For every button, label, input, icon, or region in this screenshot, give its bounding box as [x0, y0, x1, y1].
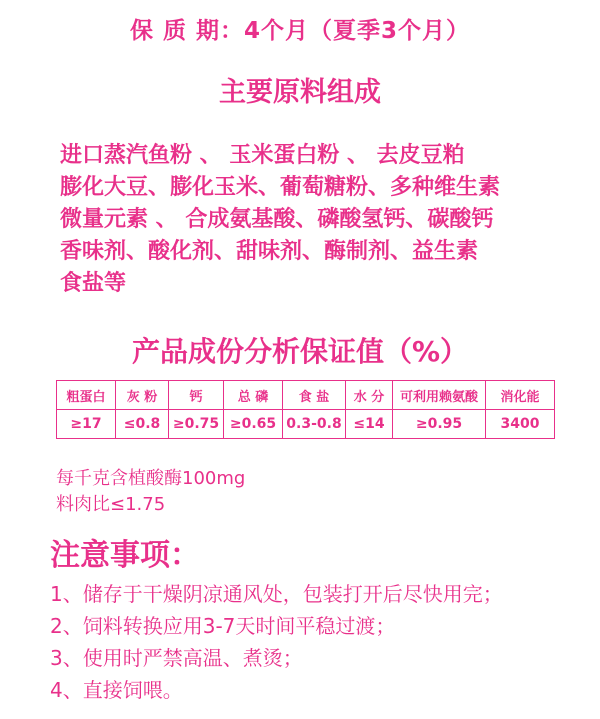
ingredients-line: 进口蒸汽鱼粉 、 玉米蛋白粉 、 去皮豆粕: [60, 143, 465, 168]
table-header-cell: 消化能: [486, 381, 555, 410]
table-cell: ≥0.95: [393, 410, 486, 439]
table-cell: ≥0.65: [224, 410, 283, 439]
table-cell: ≤0.8: [116, 410, 169, 439]
analysis-heading: 产品成份分析保证值（%）: [131, 335, 469, 368]
table-header-cell: 粗蛋白: [57, 381, 116, 410]
table-row: [57, 410, 555, 439]
caution-item: 4、直接饲喂。: [50, 678, 183, 702]
table-header-cell: 灰 粉: [116, 381, 169, 410]
table-cell: 0.3-0.8: [283, 410, 346, 439]
analysis-table-wrapper: [56, 380, 546, 439]
caution-item: 2、饲料转换应用3-7天时间平稳过渡；: [50, 614, 396, 638]
table-header-cell: 总 磷: [224, 381, 283, 410]
ingredients-line: 食盐等: [60, 271, 127, 296]
analysis-notes: [56, 466, 556, 518]
ingredients-line: 香味剂、酸化剂、甜味剂、酶制剂、益生素: [60, 239, 479, 264]
analysis-table: [56, 380, 555, 439]
table-header-cell: 食 盐: [283, 381, 346, 410]
ingredients-line: 微量元素 、 合成氨基酸、磷酸氢钙、碳酸钙: [60, 207, 494, 232]
table-cell: ≥17: [57, 410, 116, 439]
table-header-cell: 可利用赖氨酸: [393, 381, 486, 410]
analysis-note: 料肉比≤1.75: [56, 494, 166, 515]
table-header-cell: 水 分: [346, 381, 393, 410]
analysis-note: 每千克含植酸酶100mg: [56, 468, 246, 489]
table-cell: ≥0.75: [169, 410, 224, 439]
caution-item: 3、使用时严禁高温、煮烫；: [50, 646, 303, 670]
table-cell: 3400: [486, 410, 555, 439]
table-header-cell: 钙: [169, 381, 224, 410]
table-header-row: [57, 381, 555, 410]
cautions-heading: 注意事项：: [50, 538, 200, 573]
caution-item: 1、储存于干燥阴凉通风处，包装打开后尽快用完；: [50, 582, 503, 606]
ingredients-heading: 主要原料组成: [219, 77, 381, 108]
table-cell: ≤14: [346, 410, 393, 439]
ingredients-line: 膨化大豆、膨化玉米、葡萄糖粉、多种维生素: [60, 175, 501, 200]
ingredients-body: [60, 140, 550, 300]
cautions-list: [50, 578, 580, 706]
shelf-life-text: 保 质 期：4个月（夏季3个月）: [129, 18, 471, 44]
